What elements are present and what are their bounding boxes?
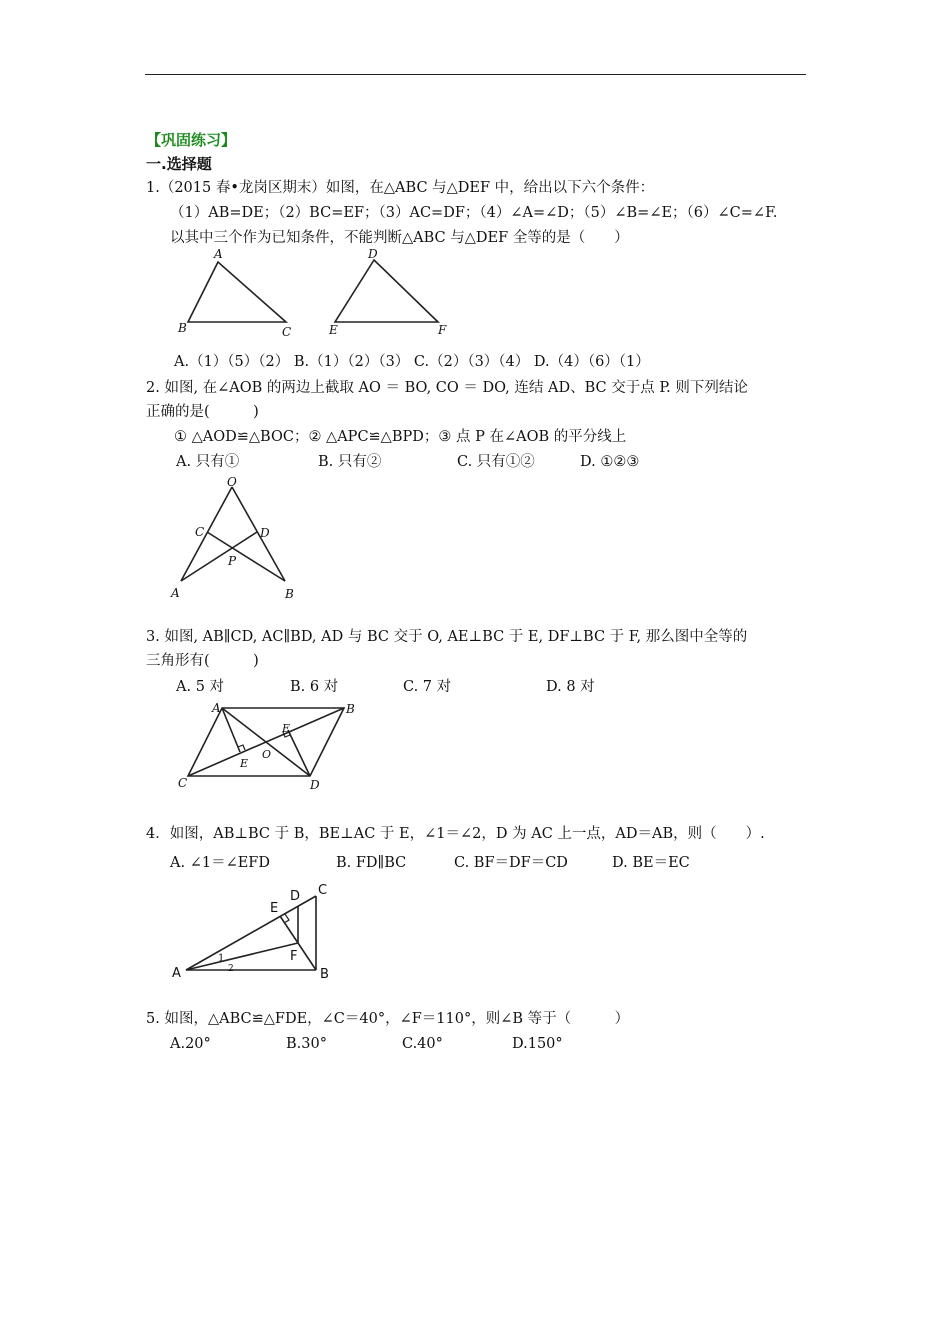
label-F: F <box>438 323 447 337</box>
header-rule <box>145 74 806 75</box>
q3-stem: 3. 如图, AB∥CD, AC∥BD, AD 与 BC 交于 O, AE⊥BC 于 E, DF⊥BC 于 F, 那么图中全等的 <box>146 629 748 645</box>
q2-statements: ① △AOD≌△BOC；② △APC≌△BPD；③ 点 P 在∠AOB 的平分线上 <box>174 429 627 445</box>
right-angle-mark-e <box>284 914 289 923</box>
label-C: C <box>178 776 188 790</box>
section-title: 【巩固练习】 <box>146 131 237 149</box>
label-B: B <box>178 321 187 335</box>
label-B: B <box>346 702 355 716</box>
label-P: P <box>228 554 237 568</box>
q2-option-b: B. 只有② <box>318 454 382 470</box>
label-A: A <box>171 586 180 600</box>
label-A: A <box>172 966 181 981</box>
q1-options: A.（1）（5）（2） B.（1）（2）（3） C.（2）（3）（4） D.（4）（6）（1） <box>174 354 650 370</box>
q5-option-c: C.40° <box>402 1036 443 1052</box>
ray-ob <box>232 487 285 581</box>
q3-figure <box>170 698 370 798</box>
q4-option-a: A. ∠1＝∠EFD <box>170 855 270 871</box>
q5-option-d: D.150° <box>512 1036 563 1052</box>
q2-option-a: A. 只有① <box>176 454 240 470</box>
q1-figure <box>170 244 460 344</box>
segment-af <box>186 943 298 970</box>
q1-conditions: （1）AB=DE；（2）BC=EF；（3）AC=DF；（4）∠A=∠D；（5）∠B=∠E；（6）∠C=∠F. <box>170 205 778 221</box>
label-E: E <box>270 901 279 916</box>
label-B: B <box>285 587 294 601</box>
q5-stem: 5. 如图，△ABC≌△FDE，∠C＝40°，∠F＝110°，则∠B 等于（ ） <box>146 1011 630 1027</box>
q4-option-d: D. BE＝EC <box>612 855 690 871</box>
q3-option-d: D. 8 对 <box>546 679 595 695</box>
label-B: B <box>320 967 329 982</box>
label-D: D <box>290 889 301 904</box>
label-E-lower: E <box>240 757 249 770</box>
q2-figure <box>165 475 305 605</box>
q2-stem-2: 正确的是( ) <box>146 404 259 420</box>
q3-option-b: B. 6 对 <box>290 679 339 695</box>
q2-option-d: D. ①②③ <box>580 454 640 470</box>
q3-stem-2: 三角形有( ) <box>146 653 259 669</box>
q5-option-a: A.20° <box>170 1036 211 1052</box>
q4-figure <box>168 878 348 988</box>
label-O: O <box>227 475 237 489</box>
diagonal-bc <box>188 708 344 776</box>
q3-option-a: A. 5 对 <box>176 679 225 695</box>
segment-df <box>288 730 310 776</box>
label-D: D <box>368 247 378 261</box>
triangle-abc <box>188 262 286 322</box>
q4-option-c: C. BF＝DF＝CD <box>454 855 568 871</box>
q4-stem: 4．如图，AB⊥BC 于 B，BE⊥AC 于 E，∠1＝∠2，D 为 AC 上一点，AD＝AB，则（ ）. <box>146 826 765 842</box>
label-E: E <box>329 323 338 337</box>
label-A: A <box>214 247 223 261</box>
q2-option-c: C. 只有①② <box>457 454 535 470</box>
triangle-def <box>335 260 438 322</box>
q1-stem: 1.（2015 春•龙岗区期末）如图，在△ABC 与△DEF 中，给出以下六个条件： <box>146 180 655 196</box>
label-C: C <box>282 325 292 339</box>
part-title: 一.选择题 <box>146 155 212 173</box>
label-angle-2: 2 <box>228 964 234 974</box>
label-E-upper: E <box>282 722 291 735</box>
label-D: D <box>310 778 320 792</box>
label-D: D <box>260 526 270 540</box>
q1-ask: 以其中三个作为已知条件，不能判断△ABC 与△DEF 全等的是（ ） <box>170 230 629 246</box>
label-C: C <box>195 525 205 539</box>
label-F: F <box>290 949 298 964</box>
ray-oa <box>181 487 232 581</box>
q4-option-b: B. FD∥BC <box>336 855 407 871</box>
label-O: O <box>262 748 272 761</box>
label-angle-1: 1 <box>218 953 225 964</box>
q3-option-c: C. 7 对 <box>403 679 452 695</box>
label-A: A <box>212 701 221 715</box>
label-C: C <box>318 883 328 898</box>
q2-stem: 2. 如图, 在∠AOB 的两边上截取 AO ＝ BO, CO ＝ DO, 连结 AD、BC 交于点 P. 则下列结论 <box>146 380 748 396</box>
q5-option-b: B.30° <box>286 1036 327 1052</box>
